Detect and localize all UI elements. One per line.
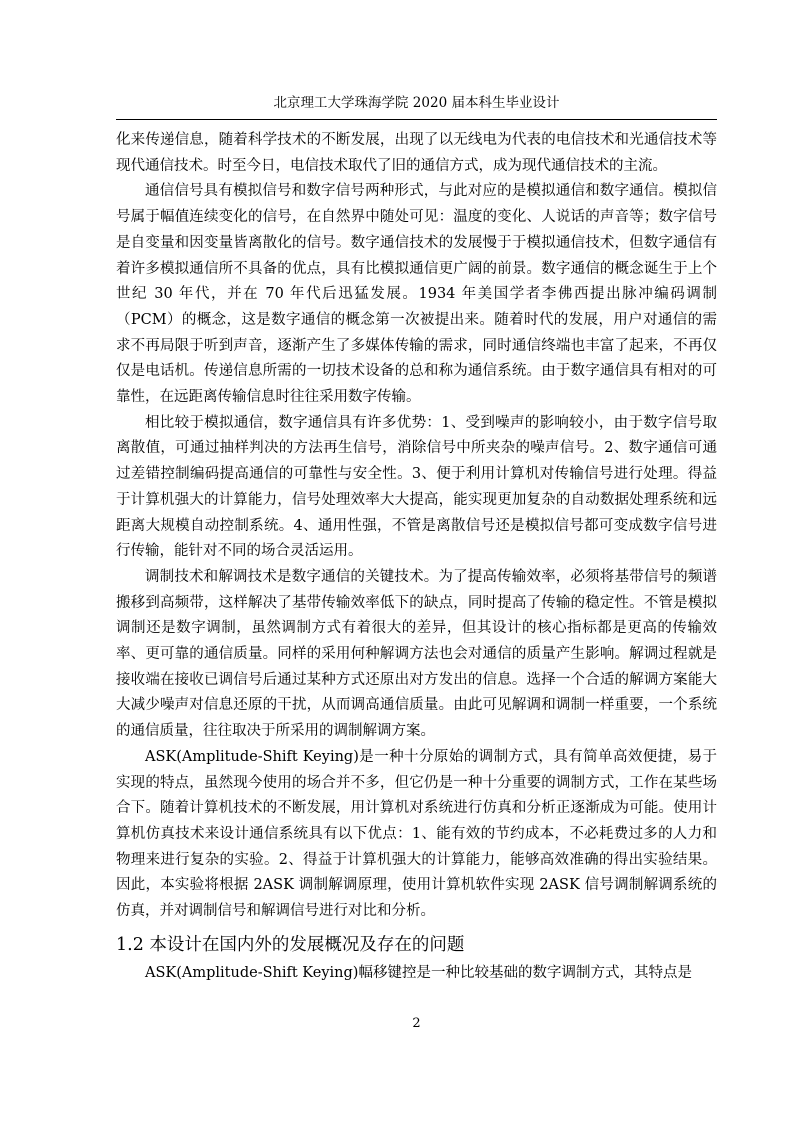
body-text [116,128,717,987]
section-heading: 1.2 本设计在国内外的发展概况及存在的问题 [116,934,465,955]
page-header: 北京理工大学珠海学院 2020 届本科生毕业设计 [273,95,560,111]
paragraph: 通信信号具有模拟信号和数字信号两种形式，与此对应的是模拟通信和数字通信。模拟信号属于幅值连续变化的信号，在自然界中随处可见：温度的变化、人说话的声音等；数字信号是自变量和因变量皆离散化的信号。数字通信技术的发展慢于于模拟通信技术，但数字通信有着许多模拟通信所不具备的优点，具有比模拟通信更广阔的前景。数字通信的概念诞生于上个世纪 30 年代，并在 70 年代后迅猛发展。1934 年美国学者李佛西提出脉冲编码调制（PCM）的概念，这是数字通信的概念第一次被提出来。随着时代的发展，用户对通信的需求不再局限于听到声音，逐渐产生了多媒体传输的需求，同时通信终端也丰富了起来，不再仅仅是电话机。传递信息所需的一切技术设备的总和称为通信系统。由于数字通信具有相对的可靠性，在远距离传输信息时往往采用数字传输。 [116,183,717,406]
paragraph: ASK(Amplitude-Shift Keying)是一种十分原始的调制方式，具有简单高效便捷，易于实现的特点，虽然现今使用的场合并不多，但它仍是一种十分重要的调制方式，工作在某些场合下。随着计算机技术的不断发展，用计算机对系统进行仿真和分析正逐渐成为可能。使用计算机仿真技术来设计通信系统具有以下优点：1、能有效的节约成本，不必耗费过多的人力和物理来进行复杂的实验。2、得益于计算机强大的计算能力，能够高效准确的得出实验结果。因此，本实验将根据 2ASK 调制解调原理，使用计算机软件实现 2ASK 信号调制解调系统的仿真，并对调制信号和解调信号进行对比和分析。 [116,748,717,920]
paragraph-continuation: 化来传递信息，随着科学技术的不断发展，出现了以无线电为代表的电信技术和光通信技术等现代通信技术。时至今日，电信技术取代了旧的通信方式，成为现代通信技术的主流。 [116,132,717,174]
paragraph: 相比较于模拟通信，数字通信具有许多优势：1、受到噪声的影响较小，由于数字信号取离散值，可通过抽样判决的方法再生信号，消除信号中所夹杂的噪声信号。2、数字通信可通过差错控制编码提高通信的可靠性与安全性。3、便于利用计算机对传输信号进行处理。得益于计算机强大的计算能力，信号处理效率大大提高，能实现更加复杂的自动数据处理系统和远距离大规模自动控制系统。4、通用性强，不管是离散信号还是模拟信号都可变成数字信号进行传输，能针对不同的场合灵活运用。 [116,414,717,560]
paragraph: 调制技术和解调技术是数字通信的关键技术。为了提高传输效率，必须将基带信号的频谱搬移到高频带，这样解决了基带传输效率低下的缺点，同时提高了传输的稳定性。不管是模拟调制还是数字调制，虽然调制方式有着很大的差异，但其设计的核心指标都是更高的传输效率、更可靠的通信质量。同样的采用何种解调方法也会对通信的质量产生影响。解调过程就是接收端在接收已调信号后通过某种方式还原出对方发出的信息。选择一个合适的解调方案能大大减少噪声对信息还原的干扰，从而调高通信质量。由此可见解调和调制一样重要，一个系统的通信质量，往往取决于所采用的调制解调方案。 [116,568,717,740]
header-divider [116,119,717,120]
page-number: 2 [412,1016,421,1031]
paragraph: ASK(Amplitude-Shift Keying)幅移键控是一种比较基础的数字调制方式，其特点是 [145,964,692,981]
